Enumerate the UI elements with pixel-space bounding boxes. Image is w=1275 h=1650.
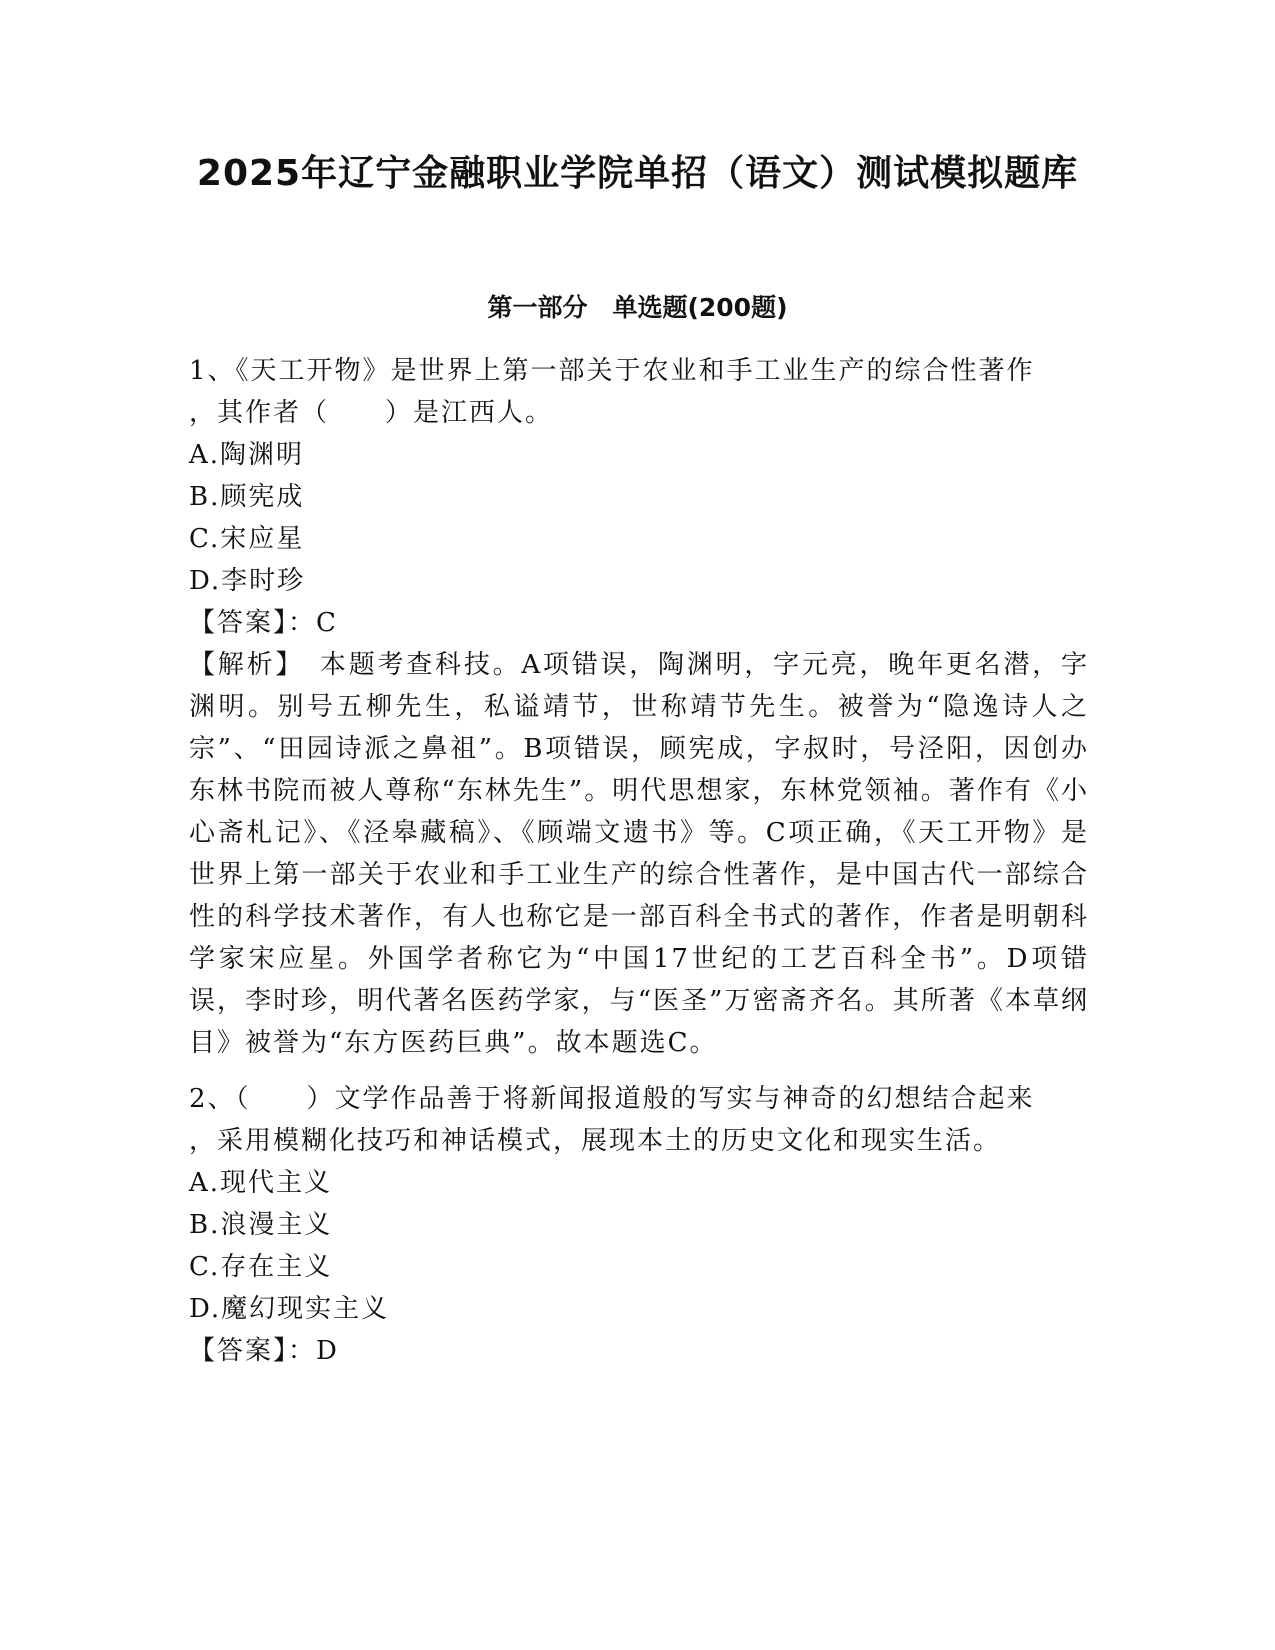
answer-line: 【答案】：C [189,608,338,638]
option-c: C.宋应星 [189,524,305,554]
answer-line: 【答案】：D [189,1336,339,1366]
section-title: 第一部分 单选题(200题) [487,293,788,322]
option-b: B.顾宪成 [189,482,305,512]
question-1 [189,350,1089,1064]
question-stem: 1、《天工开物》是世界上第一部关于农业和手工业生产的综合性著作 [189,356,1035,386]
analysis-paragraph: 【解析】 本题考查科技。A项错误，陶渊明，字元亮，晚年更名潜，字渊明。别号五柳先生，私谥靖节，世称靖节先生。被誉为“隐逸诗人之宗”、“田园诗派之鼻祖”。B项错误，顾宪成，字叔时，号泾阳，因创办东林书院而被人尊称“东林先生”。明代思想家，东林党领袖。著作有《小心斋札记》、《泾皋藏稿》、《顾端文遗书》等。C项正确，《天工开物》是世界上第一部关于农业和手工业生产的综合性著作，是中国古代一部综合性的科学技术著作，有人也称它是一部百科全书式的著作，作者是明朝科学家宋应星。外国学者称它为“中国17世纪的工艺百科全书”。D项错误，李时珍，明代著名医药学家，与“医圣”万密斋齐名。其所著《本草纲目》被誉为“东方医药巨典”。故本题选C。 [189,650,1089,1058]
option-d: D.李时珍 [189,566,306,596]
option-a: A.现代主义 [189,1168,333,1198]
document-title: 2025年辽宁金融职业学院单招（语文）测试模拟题库 [196,153,1079,194]
option-a: A.陶渊明 [189,440,305,470]
question-stem: 2、（ ）文学作品善于将新闻报道般的写实与神奇的幻想结合起来 [189,1084,1035,1114]
option-d: D.魔幻现实主义 [189,1294,390,1324]
question-list [189,350,1089,1382]
question-stem-continued: ，其作者（ ）是江西人。 [189,398,554,428]
option-b: B.浪漫主义 [189,1210,333,1240]
question-2 [189,1078,1089,1372]
option-c: C.存在主义 [189,1252,333,1282]
question-stem-continued: ，采用模糊化技巧和神话模式，展现本土的历史文化和现实生活。 [189,1126,1002,1156]
